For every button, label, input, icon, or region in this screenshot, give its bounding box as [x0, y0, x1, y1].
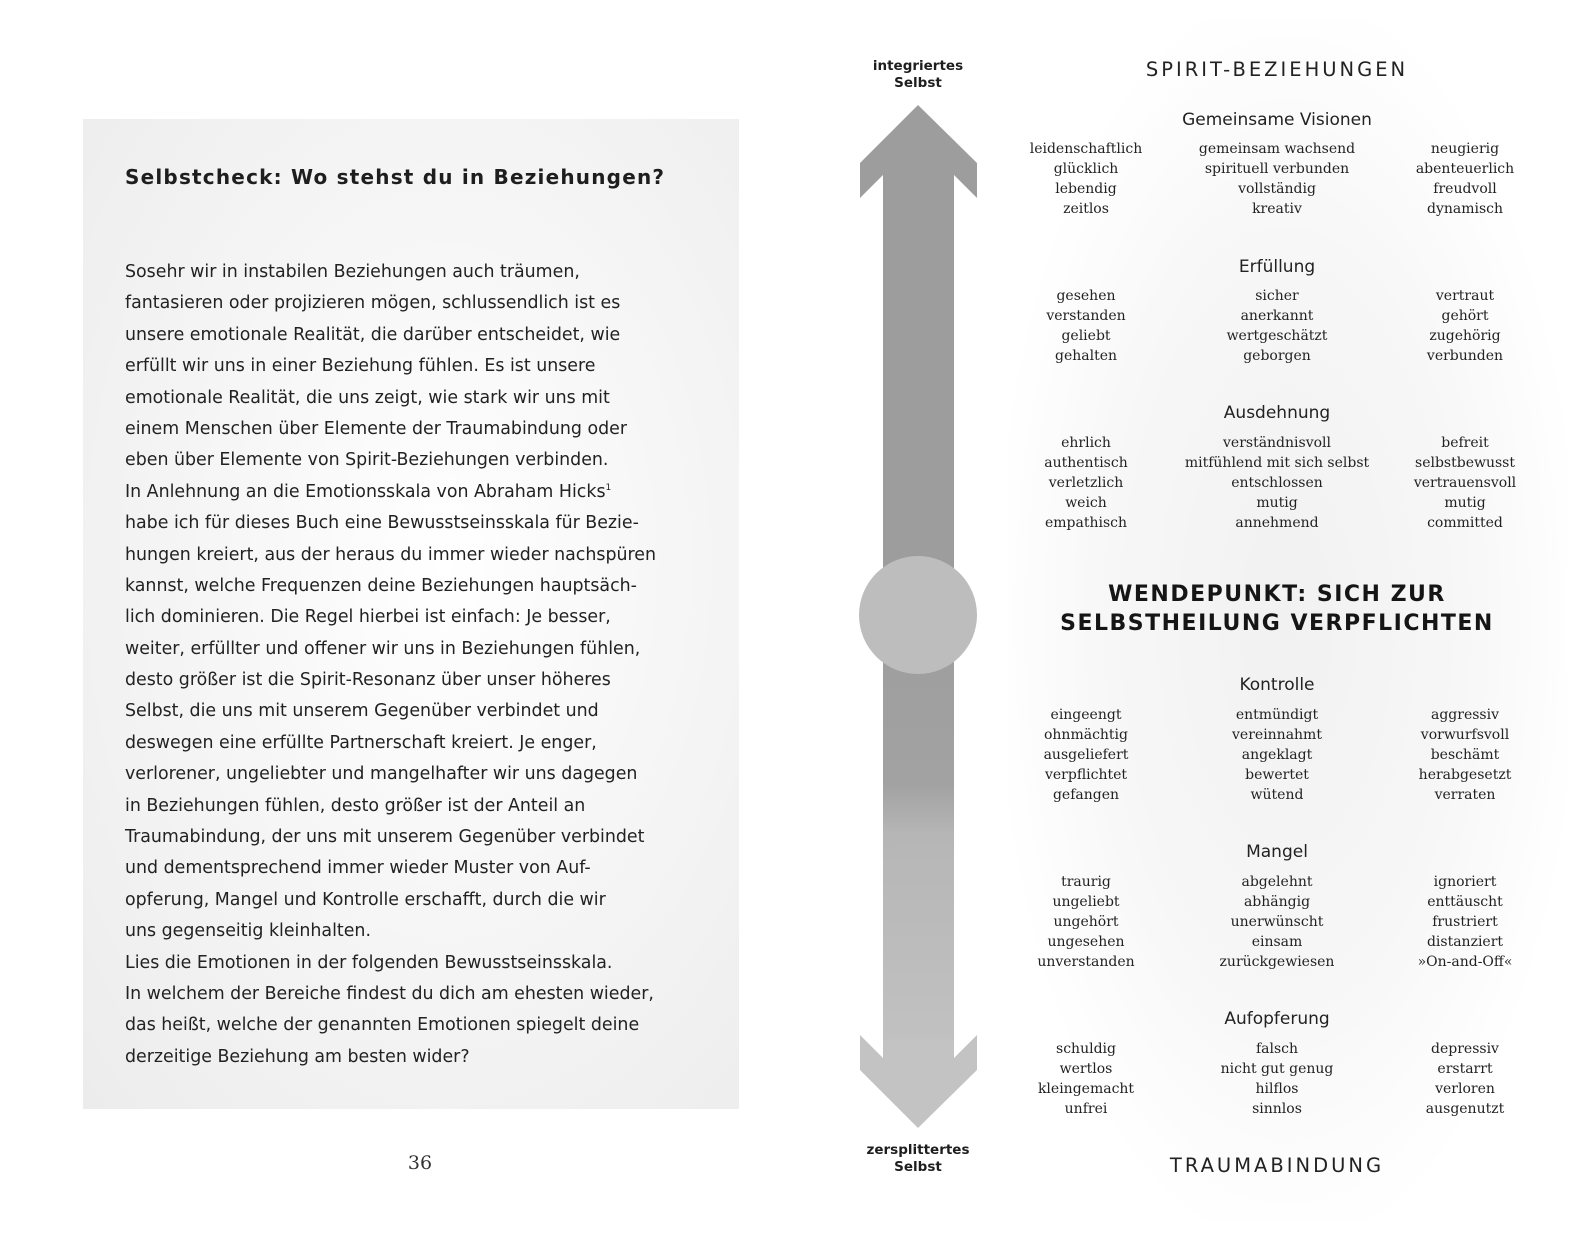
emotion-word: verbunden: [1426, 348, 1504, 364]
emotion-word: abenteuerlich: [1415, 161, 1515, 177]
emotion-word: zugehörig: [1429, 328, 1501, 344]
body-line: In welchem der Bereiche findest du dich am ehesten wieder,: [125, 983, 654, 1004]
body-line: und dementsprechend immer wieder Muster von Auf-: [125, 858, 591, 879]
body-line: erfüllt wir uns in einer Beziehung fühlen. Es ist unsere: [125, 356, 596, 377]
emotion-word: erstarrt: [1437, 1061, 1493, 1077]
group-title: Ausdehnung: [1223, 403, 1331, 423]
body-line: kannst, welche Frequenzen deine Beziehungen hauptsäch-: [125, 575, 637, 596]
emotion-word: entschlossen: [1231, 475, 1323, 491]
emotion-word: anerkannt: [1240, 308, 1314, 324]
emotion-word: unerwünscht: [1230, 914, 1324, 930]
emotion-word: vertrauensvoll: [1413, 475, 1517, 491]
body-line: habe ich für dieses Buch eine Bewusstseinsskala für Bezie-: [125, 513, 639, 534]
axis-bottom-label: [838, 1142, 998, 1176]
word-column: [1182, 286, 1372, 366]
emotion-word: einsam: [1251, 934, 1303, 950]
emotion-word: frustriert: [1432, 914, 1498, 930]
emotion-word: unverstanden: [1037, 954, 1135, 970]
emotion-word: hilflos: [1255, 1081, 1299, 1097]
body-line: desto größer ist die Spirit-Resonanz über unser höheres: [125, 670, 611, 691]
emotion-word: entmündigt: [1235, 707, 1319, 723]
axis-top-label: [838, 58, 998, 92]
word-column: [1182, 705, 1372, 805]
emotion-word: weich: [1065, 495, 1107, 511]
emotion-word: traurig: [1061, 874, 1111, 890]
emotion-word: distanziert: [1426, 934, 1504, 950]
emotion-word: sicher: [1255, 288, 1299, 304]
emotion-word: kleingemacht: [1037, 1081, 1135, 1097]
axis-top-line: integriertes: [872, 58, 964, 74]
word-column: [1182, 1039, 1372, 1119]
body-line: emotionale Realität, die uns zeigt, wie stark wir uns mit: [125, 387, 610, 408]
emotion-word: ausgeliefert: [1043, 747, 1129, 763]
emotion-word: schuldig: [1056, 1041, 1116, 1057]
emotion-word: ausgenutzt: [1425, 1101, 1505, 1117]
word-column: [1370, 872, 1560, 972]
body-line: weiter, erfüllter und offener wir uns in Beziehungen fühlen,: [125, 638, 641, 659]
emotion-word: mutig: [1444, 495, 1486, 511]
emotion-word: selbstbewusst: [1415, 455, 1515, 471]
emotion-word: verloren: [1435, 1081, 1495, 1097]
emotion-word: herabgesetzt: [1418, 767, 1512, 783]
emotion-word: zeitlos: [1063, 201, 1109, 217]
emotion-word: »On-and-Off«: [1417, 954, 1513, 970]
emotion-word: nicht gut genug: [1220, 1061, 1334, 1077]
emotion-word: empathisch: [1044, 515, 1128, 531]
emotion-word: ehrlich: [1061, 435, 1111, 451]
emotion-word: committed: [1427, 515, 1503, 531]
emotion-word: ignoriert: [1433, 874, 1497, 890]
turning-point-line: WENDEPUNKT: SICH ZUR: [1108, 582, 1446, 607]
body-line: Selbst, die uns mit unserem Gegenüber verbindet und: [125, 701, 599, 722]
emotion-word: falsch: [1255, 1041, 1299, 1057]
emotion-word: ohnmächtig: [1043, 727, 1128, 743]
body-line: [125, 477, 725, 508]
axis-bottom-line: Selbst: [894, 1159, 942, 1175]
word-column: [991, 872, 1181, 972]
word-column: [991, 1039, 1181, 1119]
emotion-word: gesehen: [1056, 288, 1116, 304]
spirit-relationships-title: SPIRIT-BEZIEHUNGEN: [1145, 58, 1409, 81]
emotion-word: leidenschaftlich: [1029, 141, 1143, 157]
emotion-word: sinnlos: [1252, 1101, 1302, 1117]
body-line: Lies die Emotionen in der folgenden Bewusstseinsskala.: [125, 952, 613, 973]
axis-top-line: Selbst: [894, 75, 942, 91]
body-line: fantasieren oder projizieren mögen, schlussendlich ist es: [125, 293, 621, 314]
emotion-word: gehört: [1441, 308, 1489, 324]
emotion-word: vollständig: [1238, 181, 1316, 197]
emotion-word: gemeinsam wachsend: [1198, 141, 1356, 157]
emotion-word: aggressiv: [1430, 707, 1499, 723]
group-title: Aufopferung: [1224, 1009, 1330, 1029]
emotion-word: neugierig: [1430, 141, 1500, 157]
emotion-word: glücklich: [1053, 161, 1119, 177]
emotion-word: wertgeschätzt: [1226, 328, 1328, 344]
body-line: Traumabindung, der uns mit unserem Gegenüber verbindet: [125, 827, 645, 848]
group-title: Gemeinsame Visionen: [1182, 110, 1372, 130]
emotion-word: mutig: [1256, 495, 1298, 511]
emotion-word: vereinnahmt: [1232, 727, 1322, 743]
group-title: Erfüllung: [1238, 257, 1316, 277]
emotion-word: depressiv: [1431, 1041, 1499, 1057]
emotion-word: ungesehen: [1047, 934, 1125, 950]
word-column: [1370, 1039, 1560, 1119]
emotion-word: geborgen: [1243, 348, 1311, 364]
emotion-word: ungehört: [1053, 914, 1119, 930]
word-column: [991, 286, 1181, 366]
turning-point-heading: [1007, 580, 1547, 638]
emotion-word: verraten: [1434, 787, 1496, 803]
emotion-word: gefangen: [1052, 787, 1120, 803]
word-column: [1182, 872, 1372, 972]
body-line: einem Menschen über Elemente der Traumabindung oder: [125, 418, 627, 439]
selfcheck-heading: Selbstcheck: Wo stehst du in Beziehungen?: [125, 165, 666, 189]
body-line: Sosehr wir in instabilen Beziehungen auch träumen,: [125, 262, 580, 282]
body-line: hungen kreiert, aus der heraus du immer wieder nachspüren: [125, 544, 656, 565]
body-line: in Beziehungen fühlen, desto größer ist der Anteil an: [125, 795, 586, 816]
body-line: uns gegenseitig kleinhalten.: [125, 921, 371, 942]
emotion-word: lebendig: [1055, 181, 1117, 197]
emotion-word: unfrei: [1064, 1101, 1108, 1117]
body-line: unsere emotionale Realität, die darüber entscheidet, wie: [125, 324, 621, 345]
emotion-word: ungeliebt: [1052, 894, 1120, 910]
word-column: [1182, 139, 1372, 219]
body-line: lich dominieren. Die Regel hierbei ist einfach: Je besser,: [125, 607, 611, 628]
body-line: deswegen eine erfüllte Partnerschaft kreiert. Je enger,: [125, 732, 597, 753]
arrow-up-icon: [860, 105, 977, 565]
body-line: opferung, Mangel und Kontrolle erschafft, durch die wir: [125, 889, 606, 910]
emotion-word: verständnisvoll: [1223, 435, 1331, 451]
emotion-word: gehalten: [1054, 348, 1117, 364]
emotion-word: angeklagt: [1241, 747, 1313, 763]
emotion-word: wütend: [1250, 787, 1304, 803]
word-column: [1370, 705, 1560, 805]
emotion-word: kreativ: [1252, 201, 1302, 217]
emotion-word: verpflichtet: [1044, 767, 1128, 783]
word-column: [1370, 286, 1560, 366]
word-column: [1370, 433, 1560, 533]
word-column: [1370, 139, 1560, 219]
emotion-word: spirituell verbunden: [1204, 161, 1350, 177]
emotion-word: geliebt: [1061, 328, 1111, 344]
trauma-bonding-title: TRAUMABINDUNG: [1169, 1154, 1385, 1177]
body-line: verlorener, ungeliebter und mangelhafter wir uns dagegen: [125, 764, 638, 785]
body-line-text: In Anlehnung an die Emotionsskala von Abraham Hicks: [125, 481, 606, 502]
emotion-word: zurückgewiesen: [1219, 954, 1335, 970]
word-column: [991, 705, 1181, 805]
axis-bottom-line: zersplittertes: [866, 1142, 970, 1158]
emotion-word: dynamisch: [1426, 201, 1504, 217]
body-line: eben über Elemente von Spirit-Beziehungen verbinden.: [125, 450, 609, 471]
emotion-word: freudvoll: [1433, 181, 1497, 197]
word-column: [1182, 433, 1372, 533]
footnote-marker[interactable]: 1: [605, 482, 612, 493]
emotion-word: bewertet: [1245, 767, 1309, 783]
emotion-word: abgelehnt: [1241, 874, 1313, 890]
emotion-word: annehmend: [1235, 515, 1319, 531]
emotion-word: vertraut: [1435, 288, 1495, 304]
selfcheck-body: [125, 257, 725, 1073]
emotion-word: verletzlich: [1048, 475, 1124, 491]
body-line: derzeitige Beziehung am besten wider?: [125, 1046, 470, 1067]
emotion-word: eingeengt: [1050, 707, 1122, 723]
group-title: Kontrolle: [1239, 675, 1315, 695]
arrow-down-icon: [860, 1035, 977, 1128]
page-number: 36: [407, 1152, 433, 1174]
emotion-word: beschämt: [1430, 747, 1500, 763]
emotion-word: vorwurfsvoll: [1420, 727, 1510, 743]
emotion-word: verstanden: [1046, 308, 1126, 324]
turning-point-line: SELBSTHEILUNG VERPFLICHTEN: [1060, 611, 1494, 636]
emotion-word: authentisch: [1044, 455, 1128, 471]
group-title: Mangel: [1246, 842, 1308, 862]
selfcheck-box: [83, 119, 739, 1109]
emotion-word: enttäuscht: [1427, 894, 1503, 910]
emotion-word: wertlos: [1059, 1061, 1113, 1077]
word-column: [991, 433, 1181, 533]
emotion-word: befreit: [1441, 435, 1489, 451]
word-column: [991, 139, 1181, 219]
turning-point-circle: [859, 556, 977, 674]
emotion-word: abhängig: [1243, 894, 1311, 910]
body-line: das heißt, welche der genannten Emotionen spiegelt deine: [125, 1015, 640, 1036]
emotion-word: mitfühlend mit sich selbst: [1184, 455, 1370, 471]
right-page: [797, 0, 1594, 1240]
